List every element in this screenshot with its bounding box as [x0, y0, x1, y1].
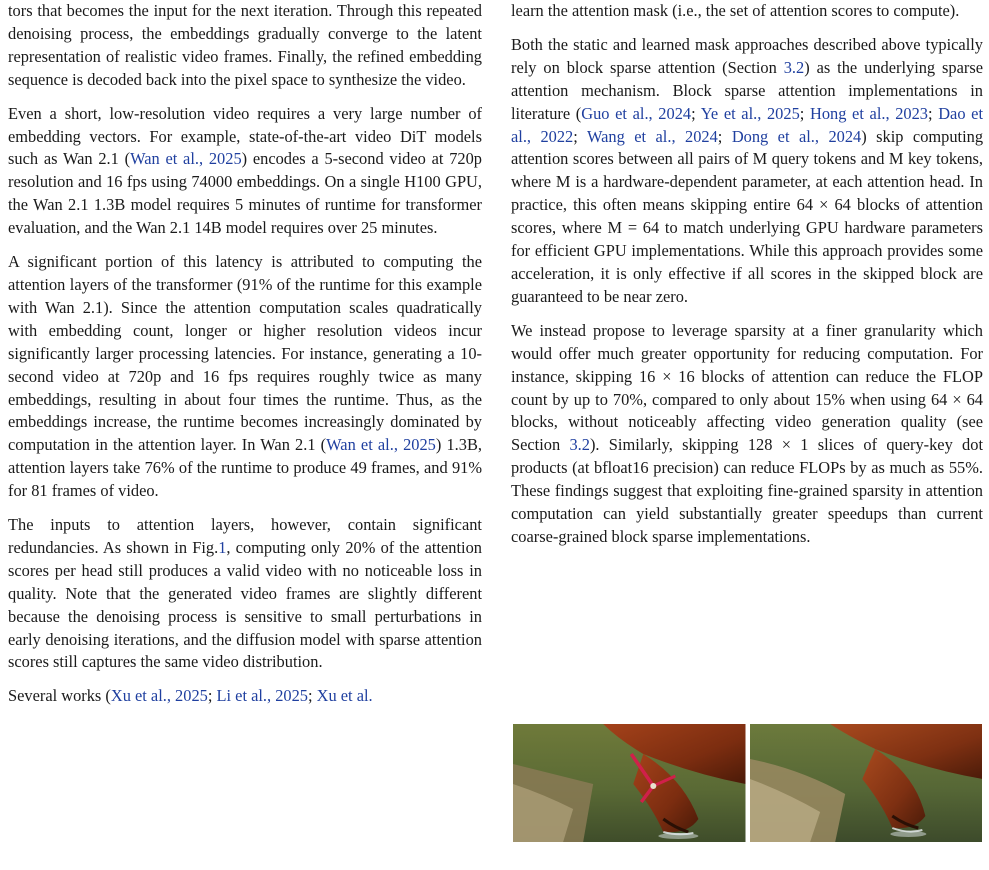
figure-ref-link[interactable]: 1 [218, 537, 227, 557]
citation-link[interactable]: Xu et al., 2025 [110, 686, 208, 706]
section-ref-link[interactable]: 3.2 [569, 435, 590, 455]
citation-link[interactable]: Xu et al. [316, 686, 373, 706]
citation-link[interactable]: Wan et al., 2025 [130, 149, 242, 169]
left-column [8, 0, 482, 719]
horse-image [513, 724, 746, 842]
citation-link[interactable]: Li et al., 2025 [216, 686, 308, 706]
citation-link[interactable]: Hong et al., 2023 [809, 103, 928, 123]
right-column [511, 0, 983, 560]
citation-link[interactable]: Ye et al., 2025 [700, 103, 800, 123]
horse-image [750, 724, 983, 842]
paragraph-fine-granularity: We instead propose to leverage sparsity at a finer granularity which would offer much greater opportunity for reducing computation. For instance, skipping 16 × 16 blocks of attention can reduce the FLOP count by up to 70%, compared to only about 15% when using 64 × 64 blocks, without noticeably affecting video generation quality (see Section 3.2). Similarly, skipping 128 × 1 slices of query-key dot products (at bfloat16 precision) can reduce FLOPs by as much as 55%. These findings suggest that exploiting fine-grained sparsity in attention computation can yield substantially greater speedups than current coarse-grained block sparse implementations. [511, 320, 984, 546]
paragraph-latency: A significant portion of this latency is attributed to computing the attention layers of the transformer (91% of the runtime for this example with Wan 2.1). Since the attention computation scales quadratically with embedding count, longer or higher resolution videos incur significantly larger processing latencies. For instance, generating a 10-second video at 720p and 16 fps requires roughly twice as many embeddings, resulting in about four times the runtime. Thus, as the embeddings increase, the runtime becomes increasingly dominated by computation in the attention layer. In Wan 2.1 (Wan et al., 2025) 1.3B, attention layers take 76% of the runtime to produce 49 frames, and 91% for 81 frames of video. [8, 252, 482, 501]
paragraph-block-sparse: Both the static and learned mask approaches described above typically rely on block sparse attention (Section 3.2) as the underlying sparse attention mechanism. Block sparse attention implementations in literature (Guo et al., 2024; Ye et al., 2025; Hong et al., 2023; Dao et al., 2022; Wang et al., 2024; Dong et al., 2024) skip computing attention scores between all pairs of M query tokens and M key tokens, where M is a hardware-dependent parameter, at each attention head. In practice, this often means skipping entire 64 × 64 blocks of attention scores, where M = 64 to match underlying GPU hardware parameters for efficient GPU implementations. While this approach provides some acceleration, it is only effective if all scores in the skipped block are guaranteed to be near zero. [511, 34, 984, 306]
video-frame-dense [513, 724, 746, 842]
figure-video-frames [513, 724, 982, 842]
paragraph-related-works: Several works (Xu et al., 2025; Li et al., 2025; Xu et al. [8, 686, 373, 706]
citation-link[interactable]: Wan et al., 2025 [326, 435, 436, 455]
citation-link[interactable]: Dong et al., 2024 [731, 126, 862, 146]
citation-link[interactable]: Guo et al., 2024 [581, 103, 692, 123]
section-ref-link[interactable]: 3.2 [783, 57, 805, 77]
video-frame-sparse [750, 724, 983, 842]
paragraph-denoising-end: tors that becomes the input for the next iteration. Through this repeated denoising process, the embeddings gradually converge to the latent representation of realistic video frames. Finally, the refined embedding sequence is decoded back into the pixel space to synthesize the video. [8, 1, 482, 89]
paragraph-embedding-count: Even a short, low-resolution video requires a very large number of embedding vectors. For example, state-of-the-art video DiT models such as Wan 2.1 (Wan et al., 2025) encodes a 5-second video at 720p resolution and 16 fps using 74000 embeddings. On a single H100 GPU, the Wan 2.1 1.3B model requires 5 minutes of runtime for transformer evaluation, and the Wan 2.1 14B model requires over 25 minutes. [8, 103, 482, 238]
paragraph-redundancy: The inputs to attention layers, however, contain significant redundancies. As shown in Fig.1, computing only 20% of the attention scores per head still produces a valid video with no noticeable loss in quality. Note that the generated video frames are slightly different because the denoising process is sensitive to small perturbations in early denoising iterations, and the diffusion model with sparse attention scores still captures the same video distribution. [8, 515, 482, 672]
citation-link[interactable]: Wang et al., 2024 [586, 126, 718, 146]
paragraph-mask-end: learn the attention mask (i.e., the set of attention scores to compute). [511, 1, 960, 20]
citation-link[interactable]: Dao et al., 2022 [511, 103, 984, 146]
